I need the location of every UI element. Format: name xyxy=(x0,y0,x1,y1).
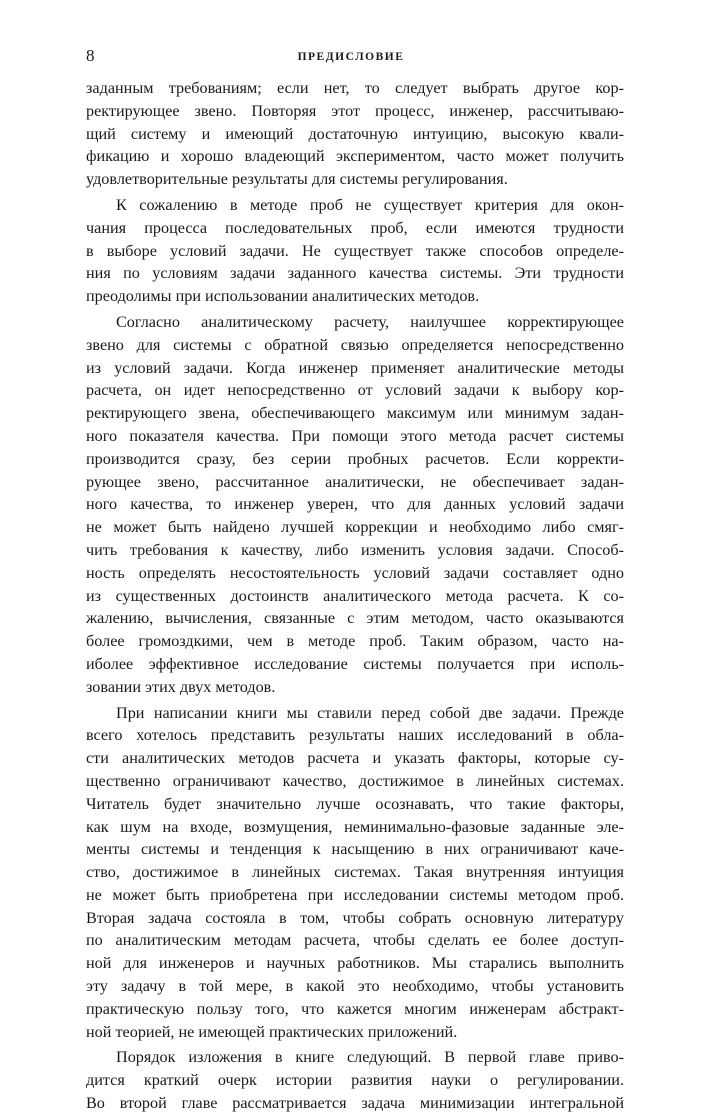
text-line: ректирующее звено. Повторяя этот процесс, инженер, рассчитываю- xyxy=(86,101,624,120)
text-line: Вторая задача состояла в том, чтобы собрать основную литературу xyxy=(86,908,624,927)
text-line: К сожалению в методе проб не существует критерия для окон- xyxy=(116,195,624,214)
text-line: не может быть найдено лучшей коррекции и необходимо либо смяг- xyxy=(86,518,624,537)
paragraph xyxy=(86,1046,624,1114)
text-line: щий систему и имеющий достаточную интуицию, высокую квали- xyxy=(86,124,624,143)
page-number: 8 xyxy=(86,46,95,65)
text-line: как шум на входе, возмущения, неминимально-фазовые заданные эле- xyxy=(86,817,624,836)
text-line: Читатель будет значительно лучше осознавать, что такие факторы, xyxy=(86,794,624,813)
text-line: в выборе условий задачи. Не существует также способов определе- xyxy=(86,241,624,260)
text-line: ректирующего звена, обеспечивающего максимум или минимум задан- xyxy=(86,404,624,423)
text-line: удовлетворительные результаты для системы регулирования. xyxy=(86,170,508,189)
text-line: из условий задачи. Когда инженер применяет аналитические методы xyxy=(86,358,624,377)
text-line: сти аналитических методов расчета и указать факторы, которые су- xyxy=(86,749,624,768)
text-line: Порядок изложения в книге следующий. В первой главе приво- xyxy=(116,1048,624,1067)
text-line: ного показателя качества. При помощи этого метода расчет системы xyxy=(86,426,624,445)
text-line: преодолимы при использовании аналитических методов. xyxy=(86,287,480,306)
text-line: жалению, вычисления, связанные с этим методом, часто оказываются xyxy=(86,609,624,628)
text-line: более громоздкими, чем в методе проб. Таким образом, часто на- xyxy=(86,632,624,651)
text-line: ство, достижимое в линейных системах. Такая внутренняя интуиция xyxy=(86,863,624,882)
text-line: При написании книги мы ставили перед собой две задачи. Прежде xyxy=(116,703,624,722)
text-line: Согласно аналитическому расчету, наилучшее корректирующее xyxy=(116,312,624,331)
text-line: по аналитическим методам расчета, чтобы сделать ее более доступ- xyxy=(86,931,624,950)
text-line: ного качества, то инженер уверен, что для данных условий задачи xyxy=(86,495,624,514)
text-line: дится краткий очерк истории развития науки о регулировании. xyxy=(86,1071,624,1090)
text-line: не может быть приобретена при исследовании системы методом проб. xyxy=(86,885,624,904)
running-title: ПРЕДИСЛОВИЕ xyxy=(297,51,405,63)
text-line: расчета, он идет непосредственно от условий задачи к выбору кор- xyxy=(86,381,624,400)
text-line: из существенных достоинств аналитического метода расчета. К со- xyxy=(86,586,624,605)
text-line: эту задачу в той мере, в какой это необходимо, чтобы установить xyxy=(86,977,624,996)
text-line: иболее эффективное исследование системы получается при исполь- xyxy=(86,654,624,673)
text-line: фикацию и хорошо владеющий экспериментом, часто может получить xyxy=(86,147,624,166)
paragraph xyxy=(86,194,624,308)
paragraph xyxy=(86,77,624,191)
text-line: практическую пользу того, что кажется многим инженерам абстракт- xyxy=(86,999,624,1018)
text-line: рующее звено, рассчитанное аналитически, не обеспечивает задан- xyxy=(86,472,624,491)
text-line: Во второй главе рассматривается задача минимизации интегральной xyxy=(86,1094,624,1113)
text-line: менты системы и тенденция к насыщению в них ограничивают каче- xyxy=(86,840,624,859)
text-line: ния по условиям задачи заданного качества системы. Эти трудности xyxy=(86,264,624,283)
text-line: ной теорией, не имеющей практических приложений. xyxy=(86,1022,458,1041)
text-line: щественно ограничивают качество, достижимое в линейных системах. xyxy=(86,771,624,790)
page-body xyxy=(86,77,624,1115)
text-line: производится сразу, без серии пробных расчетов. Если корректи- xyxy=(86,449,624,468)
paragraph xyxy=(86,311,624,699)
text-line: чания процесса последовательных проб, если имеются трудности xyxy=(86,218,624,237)
paragraph xyxy=(86,702,624,1044)
text-line: звено для системы с обратной связью определяется непосредственно xyxy=(86,335,624,354)
text-line: ной для инженеров и научных работников. Мы старались выполнить xyxy=(86,954,624,973)
text-line: зовании этих двух методов. xyxy=(86,677,276,696)
text-line: заданным требованиям; если нет, то следует выбрать другое кор- xyxy=(86,79,624,97)
text-line: ность определять несостоятельность условий задачи составляет одно xyxy=(86,563,624,582)
text-line: всего хотелось представить результаты наших исследований в обла- xyxy=(86,726,624,745)
text-line: чить требования к качеству, либо изменить условия задачи. Способ- xyxy=(86,540,624,559)
